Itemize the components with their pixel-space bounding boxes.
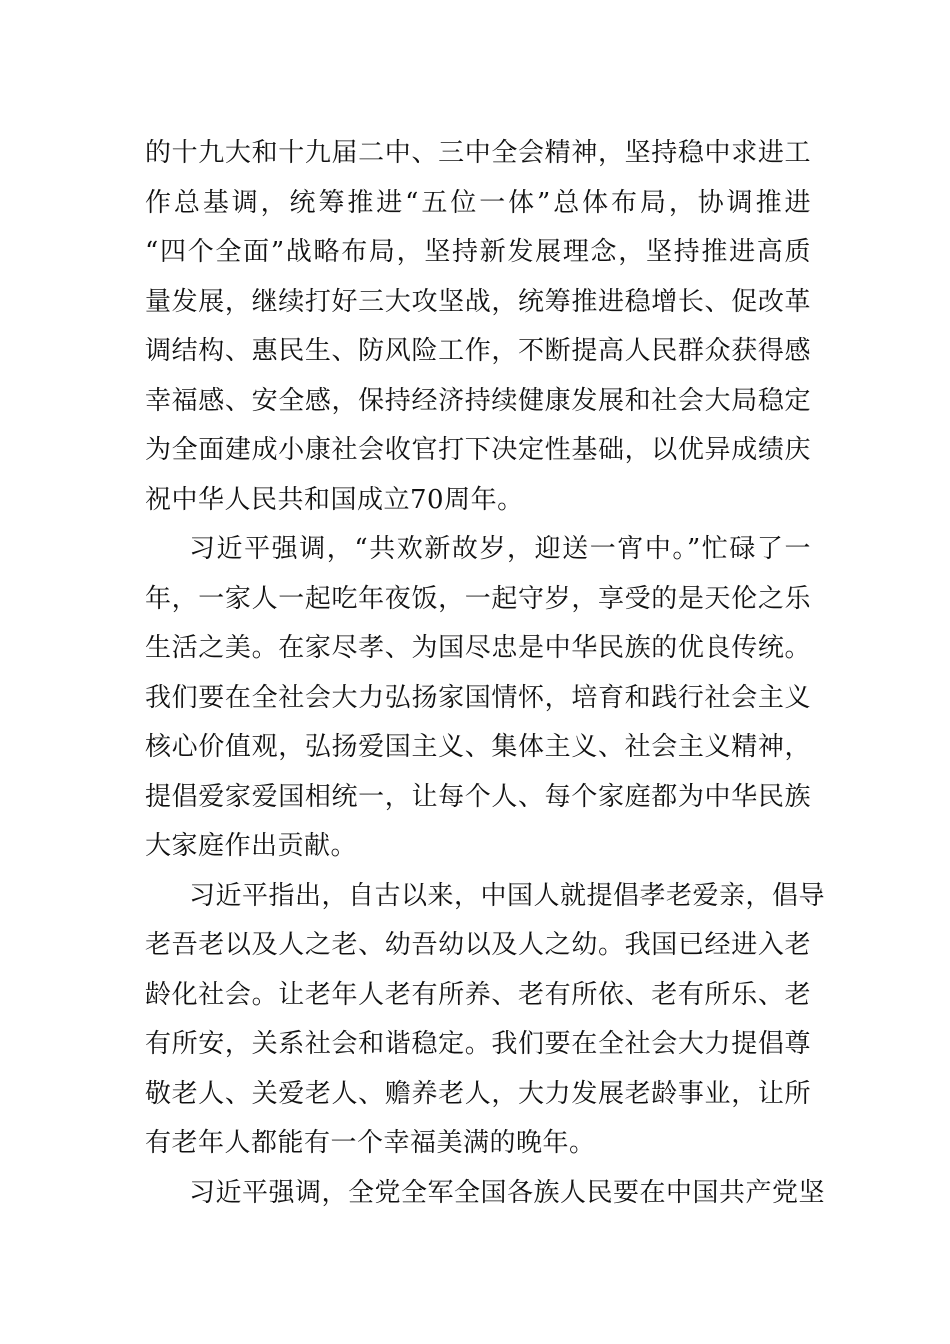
text-line: 习近平强调，全党全军全国各族人民要在中国共产党坚 <box>189 1177 826 1208</box>
text-line: 生活之美。在家尽孝、为国尽忠是中华民族的优良传统。 <box>145 633 811 663</box>
text-line: 有所安，关系社会和谐稳定。我们要在全社会大力提倡尊 <box>145 1029 811 1059</box>
text-line: 祝中华人民共和国成立70周年。 <box>145 484 524 515</box>
text-line: 敬老人、关爱老人、赡养老人，大力发展老龄事业，让所 <box>145 1078 811 1109</box>
text-line: 大家庭作出贡献。 <box>145 831 358 861</box>
text-line: 幸福感、安全感，保持经济持续健康发展和社会大局稳定 <box>145 385 811 416</box>
text-line: 作总基调，统筹推进“五位一体”总体布局，协调推进 <box>145 187 811 218</box>
text-line: 年，一家人一起吃年夜饭，一起守岁，享受的是天伦之乐 <box>145 583 811 614</box>
text-line: 老吾老以及人之老、幼吾幼以及人之幼。我国已经进入老 <box>145 930 811 960</box>
text-line: 调结构、惠民生、防风险工作，不断提高人民群众获得感 <box>145 336 811 366</box>
text-line: 量发展，继续打好三大攻坚战，统筹推进稳增长、促改革 <box>145 286 811 317</box>
text-line: 习近平指出，自古以来，中国人就提倡孝老爱亲，倡导 <box>189 880 826 911</box>
text-line: 为全面建成小康社会收官打下决定性基础，以优异成绩庆 <box>145 435 811 465</box>
text-line: 提倡爱家爱国相统一，让每个人、每个家庭都为中华民族 <box>145 781 811 812</box>
text-line: 我们要在全社会大力弘扬家国情怀，培育和践行社会主义 <box>145 682 811 713</box>
text-line: 习近平强调，“共欢新故岁，迎送一宵中。”忙碌了一 <box>189 534 811 564</box>
body-text <box>145 129 826 1218</box>
text-line: “四个全面”战略布局，坚持新发展理念，坚持推进高质 <box>145 237 811 267</box>
text-line: 核心价值观，弘扬爱国主义、集体主义、社会主义精神， <box>145 732 811 762</box>
text-line: 有老年人都能有一个幸福美满的晚年。 <box>145 1128 596 1158</box>
text-line: 的十九大和十九届二中、三中全会精神，坚持稳中求进工 <box>145 138 811 168</box>
text-line: 龄化社会。让老年人老有所养、老有所依、老有所乐、老 <box>145 979 811 1010</box>
